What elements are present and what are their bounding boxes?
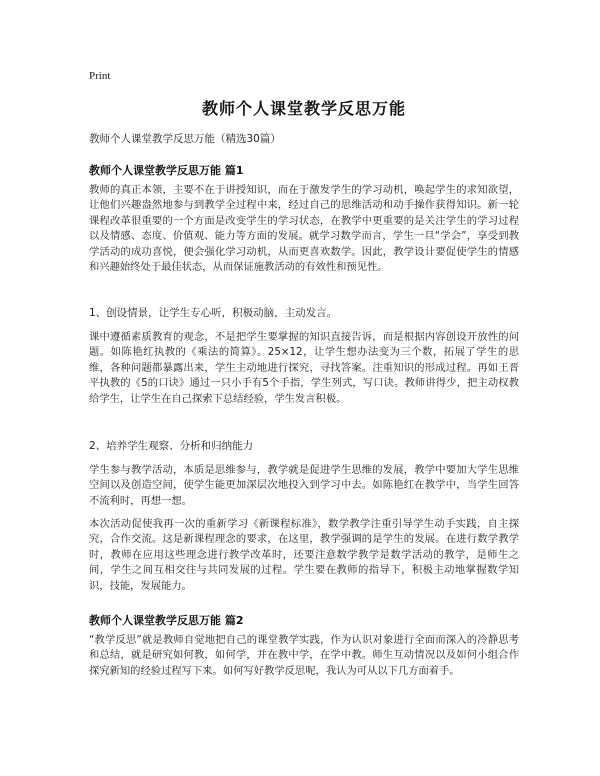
paragraph-2-1: “教学反思”就是教师自觉地把自己的课堂教学实践，作为认识对象进行全面而深入的冷静思考和总结，就是研究如何教，如何学，并在教中学，在学中教。师生互动情况以及如何小组合作探究新知的经验过程写下来。如何写好教学反思呢，我认为可从以下几方面着手。 xyxy=(89,634,519,677)
page-title: 教师个人课堂教学反思万能 xyxy=(201,99,406,118)
paragraph-1-3: 课中遵循素质教育的观念，不是把学生要掌握的知识直接告诉，而是根据内容创设开放性的问题。如陈艳红执教的《乘法的简算》。25×12，让学生想办法变为三个数，拓展了学生的思维，各种问题都暴露出来，学生主动地进行探究，寻找答案。注重知识的形成过程。再如王晋平执教的《5的口诀》通过一只小手有5个手指，学生列式，写口诀。教师讲得少，把主动权教给学生，让学生在自己探索下总结经验，学生发言积极。 xyxy=(89,331,519,405)
list-item-2: 2、培养学生观察、分析和归纳能力 xyxy=(89,440,254,452)
section-heading-1: 教师个人课堂教学反思万能 篇1 xyxy=(89,164,244,177)
section-heading-2: 教师个人课堂教学反思万能 篇2 xyxy=(89,614,244,627)
paragraph-1-5: 学生参与教学活动，本质是思维参与，教学就是促进学生思维的发展，教学中要加大学生思维空间以及创造空间，使学生能更加深层次地投入到学习中去。如陈艳红在教学中，当学生回答不流利时，再想一想。 xyxy=(89,464,519,507)
print-label[interactable]: Print xyxy=(89,70,111,82)
paragraph-1-6: 本次活动促使我再一次的重新学习《新课程标准》，数学教学注重引导学生动手实践，自主探究，合作交流。这是新课程理念的要求，在这里，教学强调的是学生的发展。在进行数学教学时，教师在应用这些理念进行教学改革时，还要注意数学教学是数学活动的教学，是师生之间，学生之间互相交往与共同发展的过程。学生要在教师的指导下，积极主动地掌握数学知识，技能，发展能力。 xyxy=(89,518,519,592)
list-item-1: 1、创设情景，让学生专心听，积极动脑，主动发言。 xyxy=(89,307,338,319)
paragraph-1-1: 教师的真正本领，主要不在于讲授知识，而在于激发学生的学习动机，唤起学生的求知欲望，让他们兴趣盎然地参与到教学全过程中来，经过自己的思维活动和动手操作获得知识。新一轮课程改革很重要的一个方面是改变学生的学习状态，在教学中更重要的是关注学生的学习过程以及情感、态度、价值观、能力等方面的发展。就学习数学而言，学生一旦“学会”，享受到教学活动的成功喜悦，便会强化学习动机，从而更喜欢数学。因此，教学设计要促使学生的情感和兴趣始终处于最佳状态，从而保证施教活动的有效性和预见性。 xyxy=(89,184,519,274)
document-subtitle: 教师个人课堂教学反思万能（精选30篇） xyxy=(89,133,281,145)
